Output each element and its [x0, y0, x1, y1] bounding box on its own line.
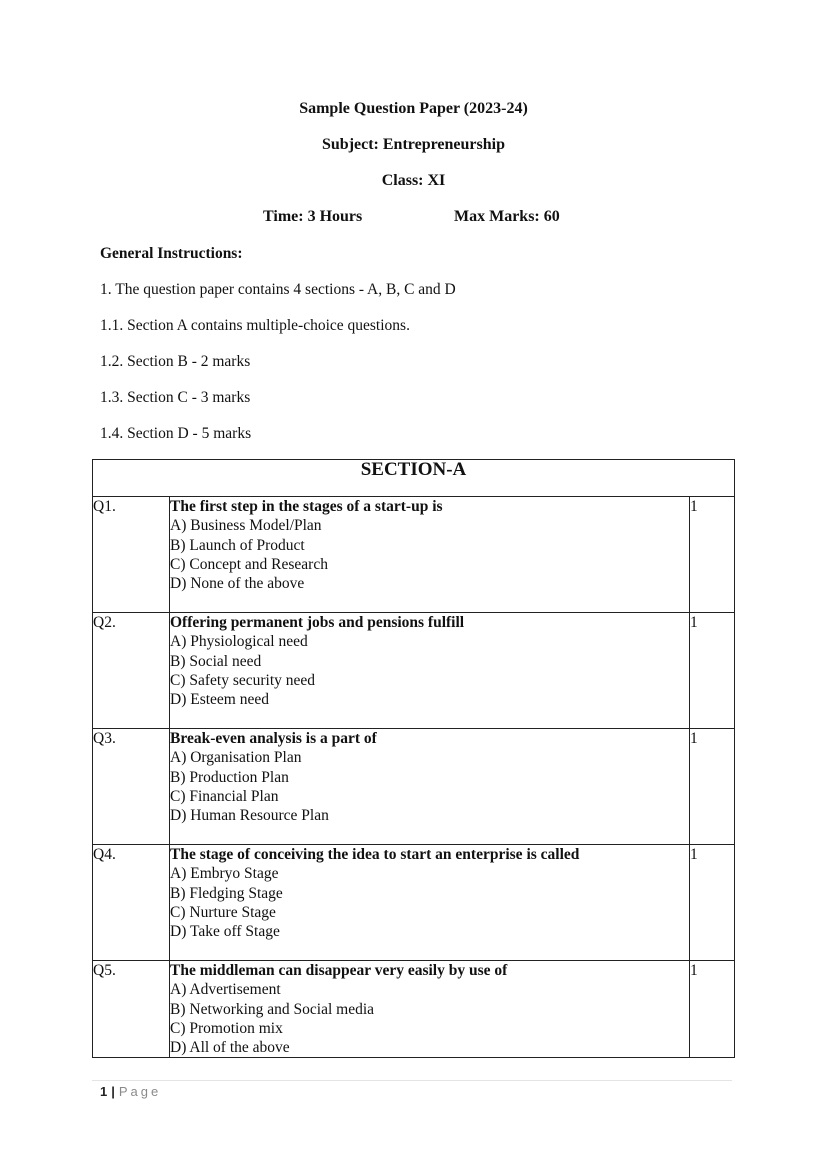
class-heading: Class: XI	[381, 172, 446, 189]
question-row	[93, 497, 735, 613]
question-row	[93, 729, 735, 845]
paper-title: Sample Question Paper (2023-24)	[299, 100, 528, 117]
footer-separator: |	[111, 1084, 115, 1099]
max-marks-label: Max Marks: 60	[454, 208, 560, 225]
instruction-item: 1.4. Section D - 5 marks	[100, 425, 252, 442]
option: A) Advertisement	[170, 981, 281, 999]
instruction-item: 1. The question paper contains 4 sections - A, B, C and D	[100, 281, 456, 298]
option: C) Concept and Research	[170, 555, 328, 573]
footer-divider	[92, 1080, 732, 1081]
option: B) Fledging Stage	[170, 884, 283, 902]
page-footer	[100, 1084, 161, 1099]
question-row	[93, 613, 735, 729]
page-label: Page	[118, 1084, 162, 1099]
question-text: The middleman can disappear very easily by use of	[170, 962, 508, 979]
question-text: Offering permanent jobs and pensions fulfill	[170, 614, 465, 631]
option: C) Promotion mix	[170, 1019, 283, 1037]
page-number: 1	[100, 1084, 108, 1099]
instruction-item: 1.1. Section A contains multiple-choice questions.	[100, 317, 410, 334]
option: B) Launch of Product	[170, 536, 305, 554]
question-body	[170, 729, 690, 845]
option: A) Physiological need	[170, 633, 308, 651]
option: B) Production Plan	[170, 768, 289, 786]
question-number: Q1.	[93, 497, 170, 613]
option: D) Take off Stage	[170, 923, 280, 941]
option: B) Networking and Social media	[170, 1000, 375, 1018]
option: A) Organisation Plan	[170, 749, 302, 767]
instructions-heading: General Instructions:	[100, 245, 243, 262]
instruction-item: 1.2. Section B - 2 marks	[100, 353, 251, 370]
question-body	[170, 845, 690, 961]
question-marks: 1	[690, 497, 735, 613]
option: D) None of the above	[170, 575, 305, 593]
option: C) Nurture Stage	[170, 903, 276, 921]
question-marks: 1	[690, 729, 735, 845]
question-marks: 1	[690, 845, 735, 961]
option: D) Esteem need	[170, 691, 269, 709]
option: C) Financial Plan	[170, 787, 279, 805]
question-number: Q2.	[93, 613, 170, 729]
option: D) Human Resource Plan	[170, 807, 329, 825]
question-row	[93, 961, 735, 1058]
option: A) Business Model/Plan	[170, 517, 322, 535]
question-body	[170, 497, 690, 613]
time-label: Time: 3 Hours	[263, 208, 363, 225]
question-number: Q4.	[93, 845, 170, 961]
question-table	[92, 459, 735, 1058]
question-body	[170, 613, 690, 729]
option: A) Embryo Stage	[170, 865, 279, 883]
instruction-item: 1.3. Section C - 3 marks	[100, 389, 251, 406]
question-text: Break-even analysis is a part of	[170, 730, 377, 747]
option: D) All of the above	[170, 1039, 290, 1057]
question-number: Q3.	[93, 729, 170, 845]
question-marks: 1	[690, 613, 735, 729]
option: B) Social need	[170, 652, 262, 670]
section-title: SECTION-A	[93, 460, 735, 497]
question-row	[93, 845, 735, 961]
option: C) Safety security need	[170, 671, 316, 689]
question-number: Q5.	[93, 961, 170, 1058]
question-body	[170, 961, 690, 1058]
question-text: The stage of conceiving the idea to start an enterprise is called	[170, 846, 580, 863]
question-marks: 1	[690, 961, 735, 1058]
subject-heading: Subject: Entrepreneurship	[322, 136, 505, 153]
question-text: The first step in the stages of a start-up is	[170, 498, 443, 515]
